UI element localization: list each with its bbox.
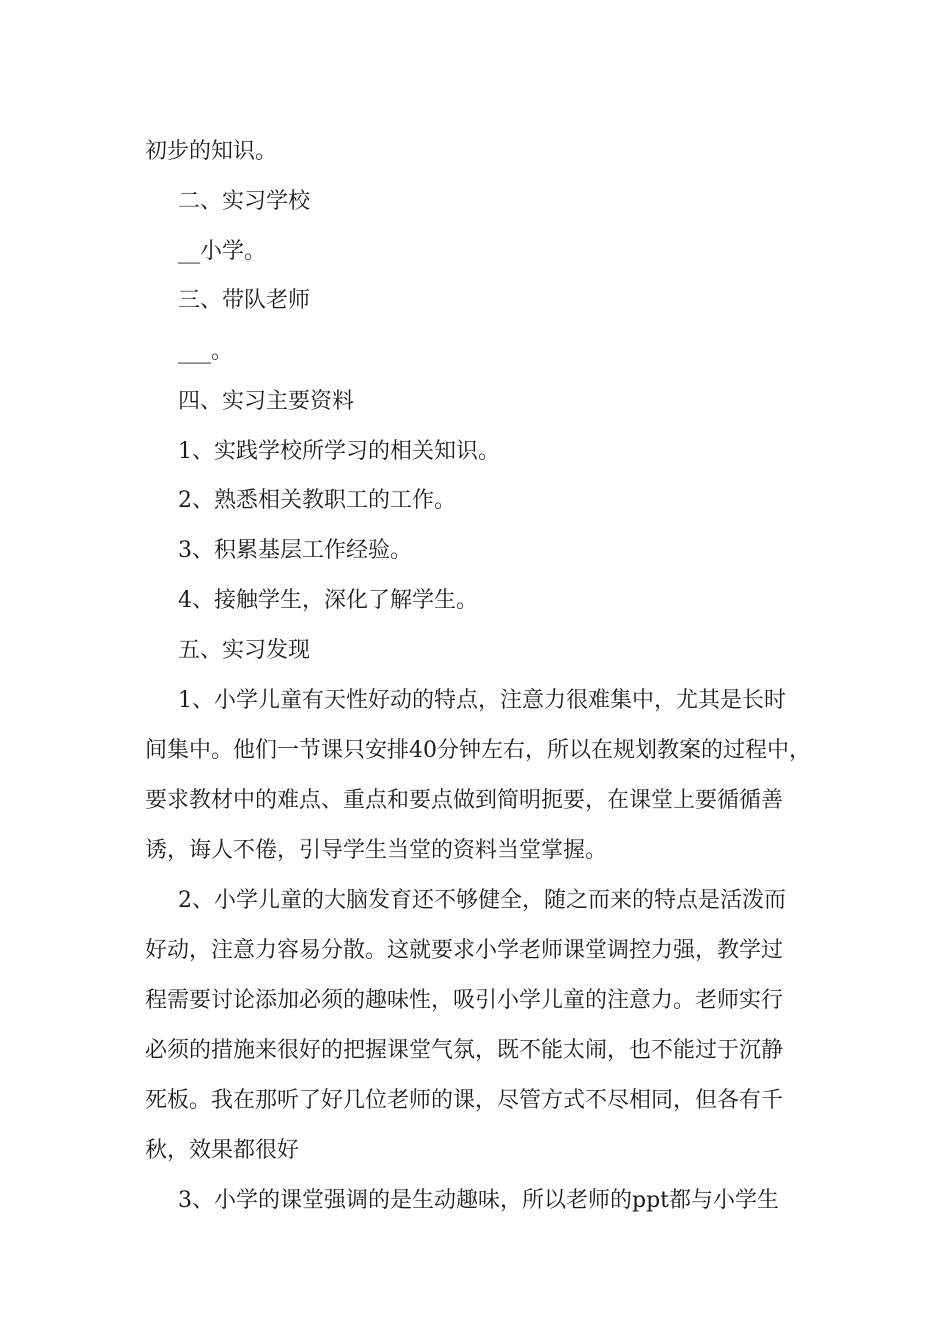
paragraph-line: 2、小学儿童的大脑发育还不够健全，随之而来的特点是活泼而 bbox=[178, 888, 786, 913]
paragraph-line: 秋，效果都很好 bbox=[145, 1138, 300, 1163]
paragraph-line: 诱，诲人不倦，引导学生当堂的资料当堂掌握。 bbox=[145, 838, 608, 863]
text-line: 初步的知识。 bbox=[145, 139, 278, 164]
section-heading-teacher: 三、带队老师 bbox=[178, 288, 311, 313]
paragraph-line: 程需要讨论添加必须的趣味性，吸引小学儿童的注意力。老师实行 bbox=[145, 988, 784, 1013]
section-heading-findings: 五、实习发现 bbox=[178, 638, 311, 663]
paragraph-line: 间集中。他们一节课只安排40分钟左右，所以在规划教案的过程中， bbox=[145, 738, 811, 763]
paragraph-line: 1、小学儿童有天性好动的特点，注意力很难集中，尤其是长时 bbox=[178, 688, 786, 713]
list-item: 4、接触学生，深化了解学生。 bbox=[178, 588, 478, 613]
section-heading-school: 二、实习学校 bbox=[178, 189, 311, 214]
paragraph-line: 3、小学的课堂强调的是生动趣味，所以老师的ppt都与小学生 bbox=[178, 1188, 780, 1213]
paragraph-line: 好动，注意力容易分散。这就要求小学老师课堂调控力强，教学过 bbox=[145, 938, 784, 963]
text-line: ___。 bbox=[178, 339, 234, 364]
paragraph-line: 要求教材中的难点、重点和要点做到简明扼要，在课堂上要循循善 bbox=[145, 788, 784, 813]
list-item: 3、积累基层工作经验。 bbox=[178, 538, 412, 563]
paragraph-line: 必须的措施来很好的把握课堂气氛，既不能太闹，也不能过于沉静 bbox=[145, 1038, 784, 1063]
text-line: __小学。 bbox=[178, 239, 267, 264]
list-item: 2、熟悉相关教职工的工作。 bbox=[178, 488, 456, 513]
list-item: 1、实践学校所学习的相关知识。 bbox=[178, 439, 500, 464]
paragraph-line: 死板。我在那听了好几位老师的课，尽管方式不尽相同，但各有千 bbox=[145, 1088, 784, 1113]
section-heading-content: 四、实习主要资料 bbox=[178, 389, 355, 414]
